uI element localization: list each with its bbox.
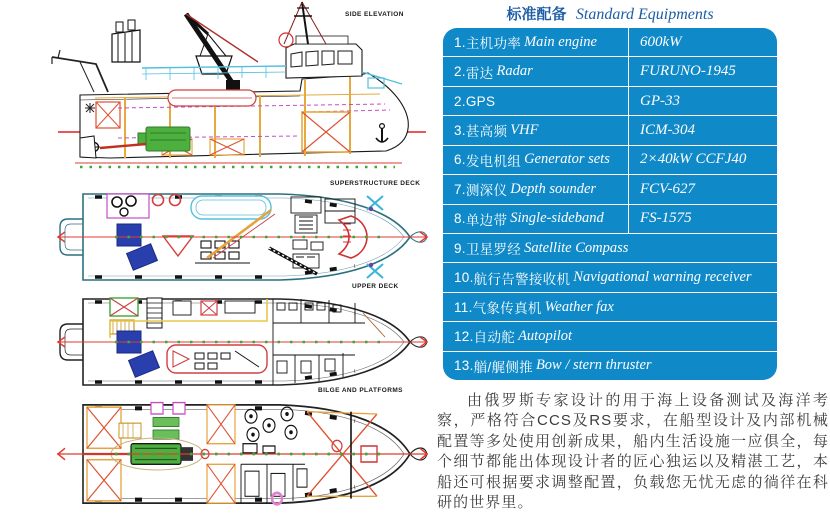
equipment-label: 12. 自动舵 Autopilot	[454, 327, 573, 346]
equipment-value: ICM-304	[628, 116, 777, 144]
equipment-row-autopilot	[443, 321, 777, 350]
equipment-value: GP-33	[628, 87, 777, 115]
superstructure-deck-plan	[55, 188, 430, 286]
bilge-platforms-label: BILGE AND PLATFORMS	[318, 387, 403, 394]
stern-davit	[52, 50, 108, 92]
equipment-row-radar	[443, 56, 777, 85]
bilge-platforms-plan	[55, 398, 430, 510]
equipment-value: 600kW	[628, 28, 777, 56]
workboat-outline	[191, 196, 271, 219]
equipment-row-main-engine	[443, 28, 777, 56]
equipment-label: 8. 单边带 Single-sideband	[454, 210, 604, 228]
equipment-row-weather-fax	[443, 292, 777, 321]
main-engine	[138, 127, 190, 151]
bridge	[286, 36, 362, 78]
equipment-row-gps	[443, 86, 777, 115]
equipment-table	[443, 28, 777, 380]
funnel	[112, 20, 140, 62]
equipment-value: FS-1575	[628, 205, 777, 233]
equipment-title-en: Standard Equipments	[575, 6, 714, 23]
ship-description: 由俄罗斯专家设计的用于海上设备测试及海洋考察，严格符合CCS及RS要求，在船型设计及内部机械配置等多处使用创新成果，船内生活设施一应俱全，每个细节都能出体现设计者的匠心独运以及精湛工艺，本船还可根据要求调整配置，负载您无忧无虑的徜徉在科研的世界里。	[437, 392, 829, 512]
equipment-label: 13. 艏/艉侧推 Bow / stern thruster	[454, 357, 652, 375]
equipment-label: 7. 测深仪 Depth sounder	[454, 180, 597, 199]
equipment-row-vhf	[443, 115, 777, 144]
deck-crane	[186, 14, 258, 92]
equipment-label: 2. 雷达 Radar	[454, 63, 533, 81]
equipment-label: 11. 气象传真机 Weather fax	[454, 298, 614, 316]
equipment-row-nav-warning-receiver	[443, 262, 777, 291]
equipment-label: 2. GPS	[454, 93, 496, 109]
upper-deck-plan	[55, 293, 430, 391]
equipment-value: FCV-627	[628, 175, 777, 203]
equipment-title	[443, 3, 777, 24]
side-elevation-label: SIDE ELEVATION	[345, 11, 404, 18]
superstructure-deck-label: SUPERSTRUCTURE DECK	[330, 180, 421, 187]
equipment-label: 6. 发电机组 Generator sets	[454, 151, 610, 169]
equipment-label: 10. 航行告警接收机 Navigational warning receiver	[454, 269, 752, 287]
equipment-row-thruster	[443, 351, 777, 380]
equipment-row-satellite-compass	[443, 233, 777, 262]
upper-deck-label: UPPER DECK	[352, 283, 399, 290]
side-elevation-drawing	[50, 0, 430, 178]
equipment-value: 2×40kW CCFJ40	[628, 146, 777, 174]
equipment-row-single-sideband	[443, 204, 777, 233]
equipment-row-generators	[443, 145, 777, 174]
equipment-value: FURUNO-1945	[628, 57, 777, 85]
equipment-label: 9. 卫星罗经 Satellite Compass	[454, 239, 629, 258]
equipment-label: 3. 甚高频 VHF	[454, 121, 539, 140]
equipment-row-depth-sounder	[443, 174, 777, 203]
equipment-label: 1. 主机功率 Main engine	[454, 33, 597, 52]
equipment-title-zh: 标准配备	[506, 6, 567, 23]
